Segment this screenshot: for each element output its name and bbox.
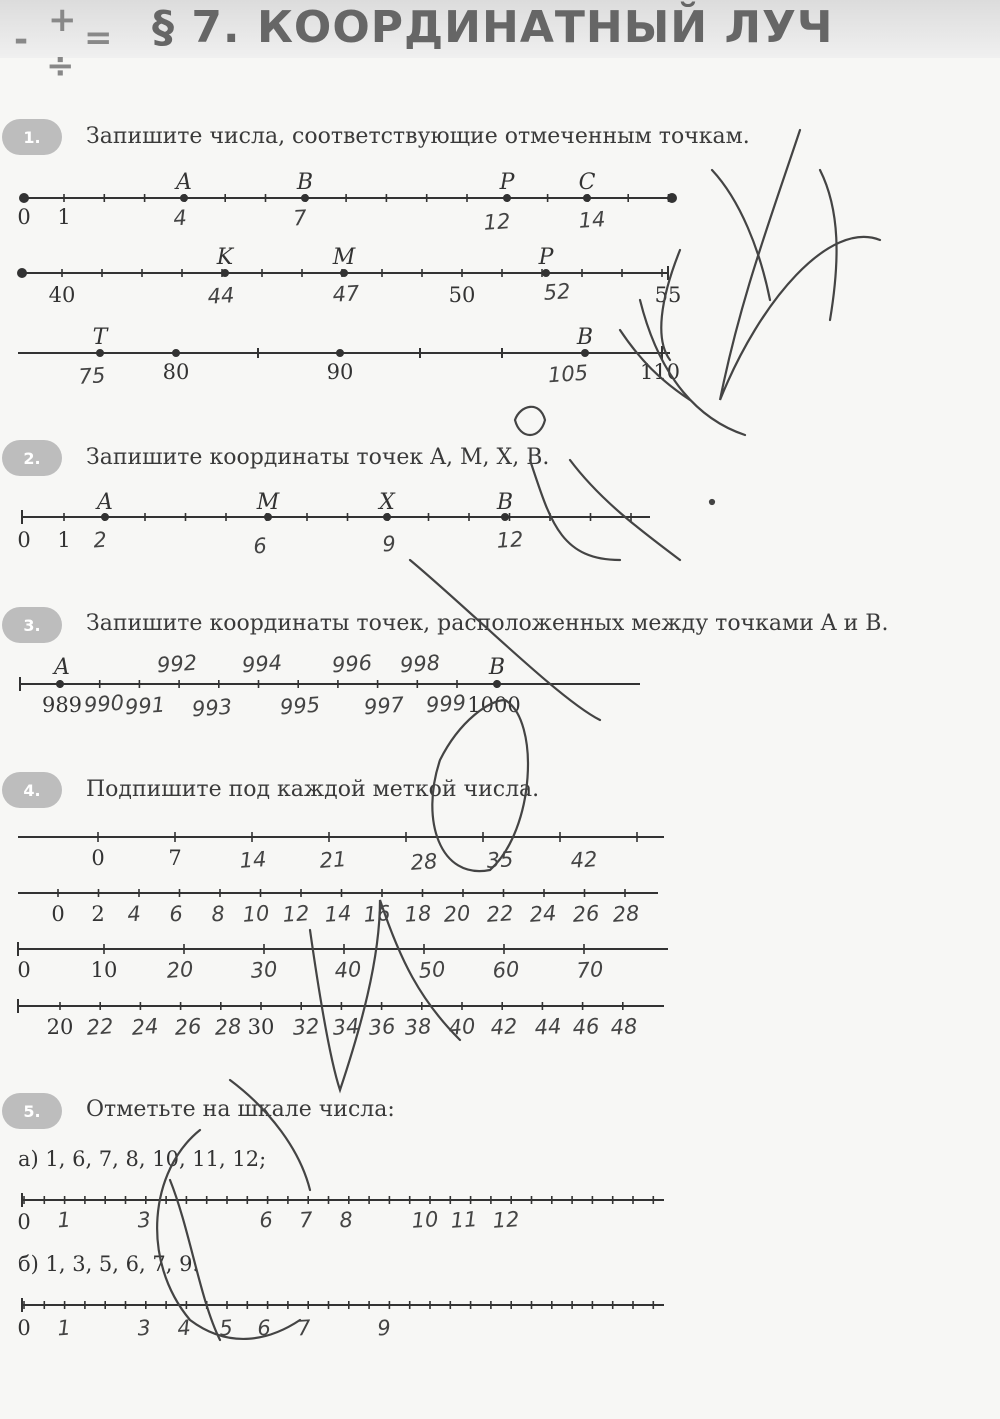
handwritten-number: 8 xyxy=(338,1207,354,1233)
t2-point-m: M xyxy=(256,490,280,515)
t5a-zero: 0 xyxy=(17,1210,31,1234)
t4-l1-written: 35 xyxy=(485,847,515,873)
t3-below-993: 993 xyxy=(191,694,233,722)
answer-t: 75 xyxy=(77,363,107,389)
task-3-instruction: Запишите координаты точек, расположенных между точками A и B. xyxy=(86,611,889,636)
handwritten-number: 28 xyxy=(213,1014,243,1040)
handwritten-number: 6 xyxy=(168,901,184,927)
task-4-badge: 4. xyxy=(2,772,62,808)
t4-l1-printed-0: 0 xyxy=(91,846,105,870)
task-1-instruction: Запишите числа, соответствующие отмеченным точкам. xyxy=(86,124,750,149)
answer-k: 44 xyxy=(206,283,236,309)
t1-l3-label-110: 110 xyxy=(639,360,681,384)
handwritten-number: 40 xyxy=(333,957,363,983)
equals-icon: = xyxy=(84,18,113,58)
handwritten-number: 24 xyxy=(528,901,558,927)
task-4-instruction: Подпишите под каждой меткой числа. xyxy=(86,777,540,802)
handwritten-number: 70 xyxy=(575,957,605,983)
point-label-b2: B xyxy=(576,325,594,350)
handwritten-number: 32 xyxy=(291,1014,321,1040)
handwritten-number: 24 xyxy=(130,1014,160,1040)
t3-above-998: 998 xyxy=(399,650,441,678)
handwritten-number: 12 xyxy=(281,901,311,927)
t4-l1-written: 28 xyxy=(409,849,439,875)
t1-l3-label-80: 80 xyxy=(162,360,190,384)
point-label-m: M xyxy=(332,245,356,270)
t3-below-991: 991 xyxy=(124,692,166,720)
t4-l1-written: 21 xyxy=(318,847,348,873)
t4-l4-printed-30: 30 xyxy=(247,1015,275,1039)
handwritten-number: 50 xyxy=(417,957,447,983)
handwritten-number: 48 xyxy=(609,1014,639,1040)
t2-answer-b: 12 xyxy=(495,527,525,553)
handwritten-number: 20 xyxy=(442,901,472,927)
task-2-badge: 2. xyxy=(2,440,62,476)
handwritten-number: 16 xyxy=(362,901,392,927)
t3-point-a: A xyxy=(54,655,70,680)
handwritten-number: 26 xyxy=(173,1014,203,1040)
t4-l3-printed-0: 0 xyxy=(17,958,31,982)
handwritten-number: 11 xyxy=(449,1207,479,1233)
t1-l2-label-50: 50 xyxy=(448,283,476,307)
t2-point-a: A xyxy=(97,490,113,515)
handwritten-number: 12 xyxy=(491,1207,521,1233)
t3-label-1000: 1000 xyxy=(467,693,521,717)
t3-below-995: 995 xyxy=(279,692,321,720)
t1-l1-one: 1 xyxy=(57,205,71,229)
answer-c: 14 xyxy=(577,207,607,233)
t3-above-992: 992 xyxy=(156,650,198,678)
handwritten-number: 4 xyxy=(176,1315,192,1341)
divide-icon: ÷ xyxy=(46,46,75,86)
t4-l1-written: 42 xyxy=(569,847,599,873)
task-5-part-a: а) 1, 6, 7, 8, 10, 11, 12; xyxy=(18,1147,267,1171)
handwritten-number: 44 xyxy=(533,1014,563,1040)
handwritten-number: 9 xyxy=(376,1315,392,1341)
t1-l3-label-90: 90 xyxy=(326,360,354,384)
t4-l1-written: 14 xyxy=(238,847,268,873)
handwritten-number: 10 xyxy=(241,901,271,927)
handwritten-number: 3 xyxy=(136,1315,152,1341)
task-5-instruction: Отметьте на шкале числа: xyxy=(86,1097,395,1122)
t2-point-b: B xyxy=(496,490,514,515)
handwritten-number: 10 xyxy=(410,1207,440,1233)
handwritten-number: 46 xyxy=(571,1014,601,1040)
handwritten-number: 7 xyxy=(296,1315,312,1341)
handwritten-number: 26 xyxy=(571,901,601,927)
handwritten-number: 20 xyxy=(165,957,195,983)
handwritten-number: 6 xyxy=(258,1207,274,1233)
handwritten-number: 30 xyxy=(249,957,279,983)
handwritten-number: 14 xyxy=(323,901,353,927)
t4-l2-printed-2: 2 xyxy=(91,902,105,926)
t3-above-994: 994 xyxy=(241,650,283,678)
t2-answer-a: 2 xyxy=(92,527,108,553)
handwritten-number: 1 xyxy=(56,1315,72,1341)
t4-l2-printed-0: 0 xyxy=(51,902,65,926)
handwritten-number: 36 xyxy=(367,1014,397,1040)
handwritten-number: 5 xyxy=(218,1315,234,1341)
handwritten-number: 34 xyxy=(331,1014,361,1040)
task-3-badge: 3. xyxy=(2,607,62,643)
handwritten-number: 6 xyxy=(256,1315,272,1341)
handwritten-number: 7 xyxy=(298,1207,314,1233)
t5b-zero: 0 xyxy=(17,1316,31,1340)
answer-a: 4 xyxy=(172,205,188,231)
t2-one: 1 xyxy=(57,528,71,552)
t3-below-997: 997 xyxy=(363,692,405,720)
point-label-p: P xyxy=(499,170,515,195)
t3-below-990: 990 xyxy=(83,690,125,718)
task-5-part-b: б) 1, 3, 5, 6, 7, 9. xyxy=(18,1252,200,1276)
t4-l4-printed-20: 20 xyxy=(46,1015,74,1039)
point-label-b: B xyxy=(296,170,314,195)
t4-l3-printed-10: 10 xyxy=(90,958,118,982)
point-label-p2: P xyxy=(538,245,554,270)
t2-point-x: X xyxy=(379,490,395,515)
handwritten-number: 4 xyxy=(126,901,142,927)
handwritten-number: 38 xyxy=(403,1014,433,1040)
task-2-instruction: Запишите координаты точек A, M, X, B. xyxy=(86,445,550,470)
handwritten-number: 22 xyxy=(85,1014,115,1040)
point-label-c: C xyxy=(578,170,596,195)
handwritten-number: 60 xyxy=(491,957,521,983)
plus-icon: + xyxy=(48,0,77,40)
handwritten-number: 40 xyxy=(447,1014,477,1040)
handwritten-number: 28 xyxy=(611,901,641,927)
handwritten-number: 22 xyxy=(485,901,515,927)
t3-label-989: 989 xyxy=(41,693,83,717)
page-title: § 7. КООРДИНАТНЫЙ ЛУЧ xyxy=(152,2,834,53)
point-label-k: K xyxy=(216,245,234,270)
handwritten-number: 8 xyxy=(210,901,226,927)
point-label-a: A xyxy=(176,170,192,195)
answer-b2: 105 xyxy=(547,360,589,388)
t2-answer-m: 6 xyxy=(252,533,268,559)
task-5-badge: 5. xyxy=(2,1093,62,1129)
answer-m: 47 xyxy=(331,281,361,307)
minus-icon: - xyxy=(14,20,29,60)
t3-below-999: 999 xyxy=(425,690,467,718)
answer-b: 7 xyxy=(292,205,308,231)
t1-l2-label-55: 55 xyxy=(654,283,682,307)
t3-point-b: B xyxy=(488,655,506,680)
handwritten-number: 3 xyxy=(136,1207,152,1233)
handwritten-number: 1 xyxy=(56,1207,72,1233)
t4-l1-printed-7: 7 xyxy=(168,846,182,870)
t2-zero: 0 xyxy=(17,528,31,552)
t1-l1-zero: 0 xyxy=(17,205,31,229)
t1-l2-label-40: 40 xyxy=(48,283,76,307)
task-1-badge: 1. xyxy=(2,119,62,155)
handwritten-number: 18 xyxy=(403,901,433,927)
answer-p2: 52 xyxy=(542,279,572,305)
t3-above-996: 996 xyxy=(331,650,373,678)
t2-answer-x: 9 xyxy=(381,531,397,557)
answer-p: 12 xyxy=(482,209,512,235)
handwritten-number: 42 xyxy=(489,1014,519,1040)
point-label-t: T xyxy=(92,325,108,350)
